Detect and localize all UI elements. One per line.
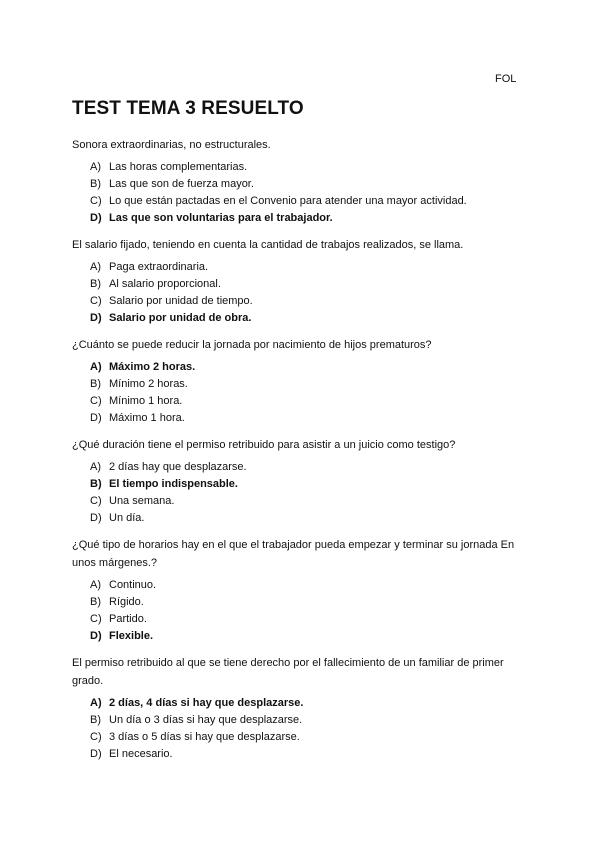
option-letter: B) [90,178,101,190]
option-text: El necesario. [109,748,173,760]
option-letter: B) [90,714,101,726]
option-letter: A) [90,161,101,173]
option-letter: A) [90,261,101,273]
answer-option [90,410,532,427]
option-letter: C) [90,613,102,625]
option-letter: C) [90,731,102,743]
option-letter: B) [90,278,101,290]
option-letter: D) [90,512,102,524]
option-text: 2 días hay que desplazarse. [109,461,247,473]
option-letter: A) [90,579,101,591]
question-block [72,654,532,763]
answer-option [90,577,532,594]
answer-option [90,393,532,410]
question-block [72,536,532,645]
option-text: Un día. [109,512,145,524]
answer-options [72,459,532,527]
question-text: ¿Qué duración tiene el permiso retribuido para asistir a un juicio como testigo? [72,439,456,451]
option-letter: A) [90,361,102,373]
answer-option [90,510,532,527]
option-text: Un día o 3 días si hay que desplazarse. [109,714,303,726]
question-block [72,436,532,527]
question-block [72,236,532,327]
option-letter: B) [90,378,101,390]
option-text: Rígido. [109,596,144,608]
option-text: Máximo 1 hora. [109,412,185,424]
question-list [72,136,532,772]
option-text: Flexible. [109,630,154,642]
subject-label: FOL [495,73,517,85]
question-text: El salario fijado, teniendo en cuenta la cantidad de trabajos realizados, se llama. [72,239,464,251]
answer-option [90,746,532,763]
option-text: Salario por unidad de tiempo. [109,295,253,307]
option-text: Paga extraordinaria. [109,261,209,273]
answer-option [90,594,532,611]
answer-options [72,695,532,763]
answer-option [90,459,532,476]
option-letter: D) [90,748,102,760]
option-text: Las que son voluntarias para el trabajador. [109,212,333,224]
option-text: 2 días, 4 días si hay que desplazarse. [109,697,304,709]
option-text: Máximo 2 horas. [109,361,196,373]
option-text: Salario por unidad de obra. [109,312,252,324]
answer-option [90,159,532,176]
option-letter: D) [90,212,102,224]
answer-option [90,193,532,210]
option-text: Partido. [109,613,147,625]
answer-option-correct [90,210,532,227]
answer-option-correct [90,310,532,327]
option-letter: C) [90,395,102,407]
option-text: El tiempo indispensable. [109,478,238,490]
option-letter: C) [90,295,102,307]
option-letter: B) [90,596,101,608]
answer-options [72,577,532,645]
option-text: Continuo. [109,579,157,591]
option-letter: B) [90,478,102,490]
option-letter: A) [90,697,102,709]
question-block [72,336,532,427]
answer-options [72,259,532,327]
option-letter: D) [90,412,102,424]
answer-option [90,493,532,510]
answer-option [90,376,532,393]
answer-option [90,276,532,293]
answer-option [90,259,532,276]
option-text: Mínimo 1 hora. [109,395,183,407]
answer-option-correct [90,628,532,645]
page-title: TEST TEMA 3 RESUELTO [72,98,304,119]
option-text: Lo que están pactadas en el Convenio para atender una mayor actividad. [109,195,467,207]
question-text: Sonora extraordinarias, no estructurales. [72,139,271,151]
answer-options [72,359,532,427]
answer-option [90,176,532,193]
option-letter: D) [90,630,102,642]
option-text: Al salario proporcional. [109,278,221,290]
option-text: Una semana. [109,495,175,507]
option-letter: C) [90,495,102,507]
option-letter: D) [90,312,102,324]
answer-option [90,729,532,746]
answer-option [90,293,532,310]
option-text: Las horas complementarias. [109,161,248,173]
question-text: El permiso retribuido al que se tiene derecho por el fallecimiento de un familiar de primer grado. [72,657,504,687]
option-text: Mínimo 2 horas. [109,378,188,390]
question-block [72,136,532,227]
answer-options [72,159,532,227]
question-text: ¿Qué tipo de horarios hay en el que el trabajador pueda empezar y terminar su jornada En unos márgenes.? [72,539,515,569]
answer-option [90,611,532,628]
answer-option-correct [90,359,532,376]
answer-option-correct [90,695,532,712]
option-text: Las que son de fuerza mayor. [109,178,254,190]
question-text: ¿Cuánto se puede reducir la jornada por nacimiento de hijos prematuros? [72,339,432,351]
option-text: 3 días o 5 días si hay que desplazarse. [109,731,300,743]
answer-option [90,712,532,729]
option-letter: A) [90,461,101,473]
option-letter: C) [90,195,102,207]
answer-option-correct [90,476,532,493]
